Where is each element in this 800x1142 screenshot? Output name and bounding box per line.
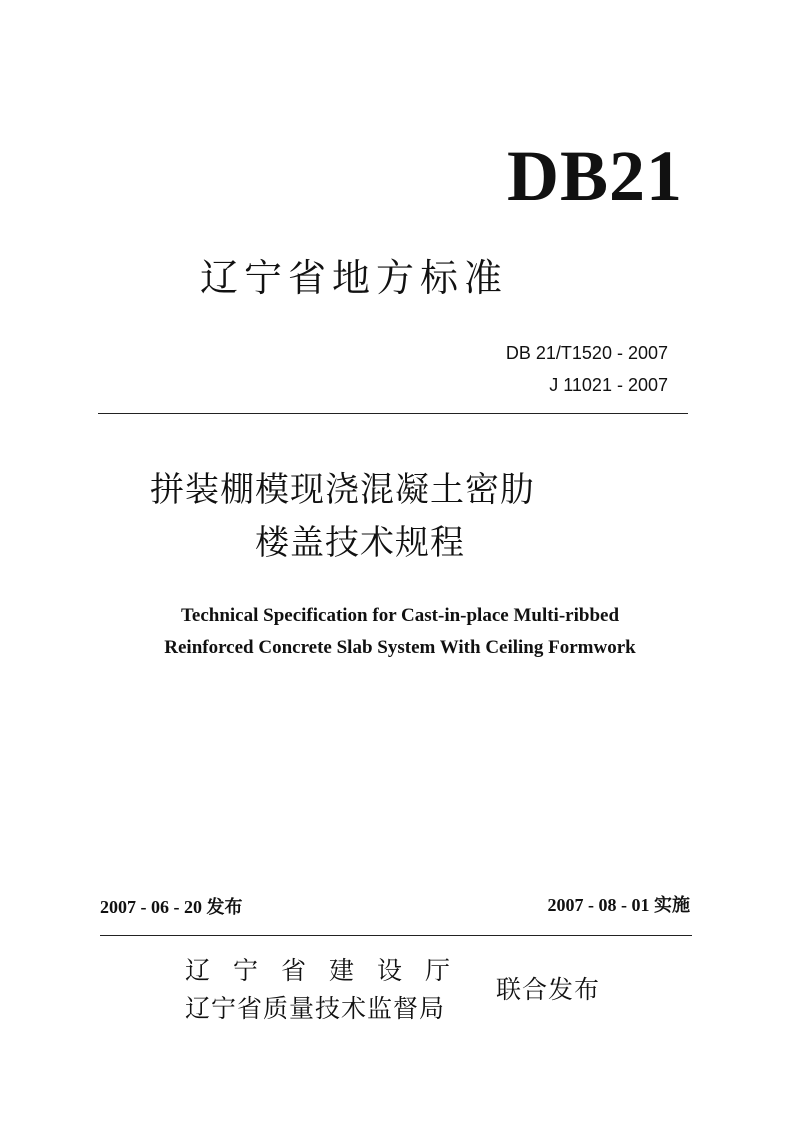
issuer-quality-bureau: 辽宁省质量技术监督局 [185,994,446,1023]
english-title-line-2: Reinforced Concrete Slab System With Ceiling Formwork [164,637,636,658]
issuer-construction-dept: 辽宁省建设厅 [185,956,474,985]
implementation-date: 2007 - 08 - 01 实施 [547,895,690,915]
standard-code: DB21 [506,136,683,216]
english-title-line-1: Technical Specification for Cast-in-place Multi-ribbed [180,605,620,626]
chinese-title-line-2: 楼盖技术规程 [255,523,465,563]
chinese-title-line-1: 拼装棚模现浇混凝土密肋 [150,470,535,510]
issue-date: 2007 - 06 - 20 发布 [100,897,243,917]
record-number: J 11021 - 2007 [549,375,668,395]
top-divider [98,413,688,414]
standard-category: 辽宁省地方标准 [200,256,509,300]
bottom-divider [100,935,692,936]
joint-issue-label: 联合发布 [496,975,601,1004]
standard-number: DB 21/T1520 - 2007 [505,343,668,363]
